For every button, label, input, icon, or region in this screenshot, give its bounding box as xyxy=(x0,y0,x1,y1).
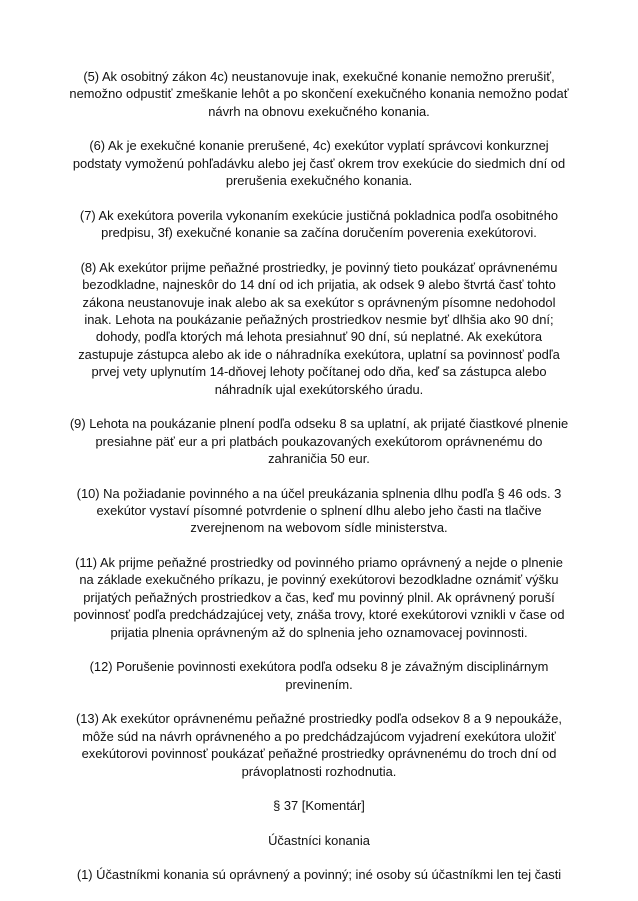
section-heading: § 37 [Komentár] xyxy=(273,798,365,814)
paragraph-11: (11) Ak prijme peňažné prostriedky od povinného priamo oprávnený a nejde o plnenie na základe exekučného príkazu, je povinný exekútorovi bezodkladne oznámiť výšku prijatých peňažných prostriedkov a čas, keď mu povinný plnil. Ak oprávnený poruší povinnosť podľa predchádzajúcej vety, znáša trovy, ktoré exekútorovi vznikli v čase od prijatia plnenia oprávneným až do splnenia jeho oznamovacej povinnosti. xyxy=(73,555,565,640)
paragraph-1-participants: (1) Účastníkmi konania sú oprávnený a povinný; iné osoby sú účastníkmi len tej časti xyxy=(76,867,562,883)
paragraph-9: (9) Lehota na poukázanie plnení podľa odseku 8 sa uplatní, ak prijaté čiastkové plnenie presiahne päť eur a pri platbách poukazovaných exekútorom oprávnenému do zahraničia 50 eur. xyxy=(69,416,569,467)
paragraph-12: (12) Porušenie povinnosti exekútora podľa odseku 8 je závažným disciplinárnym previnením. xyxy=(89,659,549,692)
paragraph-8: (8) Ak exekútor prijme peňažné prostriedky, je povinný tieto poukázať oprávnenému bezodkladne, najneskôr do 14 dní od ich prijatia, ak odsek 9 alebo štvrtá časť tohto zákona neustanovuje inak alebo ak sa exekútor s oprávneným písomne nedohodol inak. Lehota na poukázanie peňažných prostriedkov nesmie byť dlhšia ako 90 dní; dohody, podľa ktorých má lehota presiahnuť 90 dní, sú neplatné. Ak exekútora zastupuje zástupca alebo ak ide o náhradníka exekútora, uplatní sa povinnosť podľa prvej vety uplynutím 14-dňovej lehoty počítanej odo dňa, keď sa zástupca alebo náhradník ujal exekútorského úradu. xyxy=(78,259,560,397)
paragraph-6: (6) Ak je exekučné konanie prerušené, 4c) exekútor vyplatí správcovi konkurznej podstaty vymoženú pohľadávku alebo jej časť okrem trov exekúcie do siedmich dní od prerušenia exekučného konania. xyxy=(72,138,566,189)
paragraph-10: (10) Na požiadanie povinného a na účel preukázania splnenia dlhu podľa § 46 ods. 3 exekútor vystaví písomné potvrdenie o splnení dlhu alebo jeho časti na tlačive zverejnenom na webovom sídle ministerstva. xyxy=(76,485,562,536)
paragraph-5: (5) Ak osobitný zákon 4c) neustanovuje inak, exekučné konanie nemožno prerušiť, nemožno odpustiť zmeškanie lehôt a po skončení exekučného konania nemožno podať návrh na obnovu exekučného konania. xyxy=(69,69,569,119)
paragraph-13: (13) Ak exekútor oprávnenému peňažné prostriedky podľa odsekov 8 a 9 nepoukáže, môže súd na návrh oprávneného a po predchádzajúcom vyjadrení exekútora uložiť exekútorovi povinnosť poukázať peňažné prostriedky oprávnenému do troch dní od právoplatnosti rozhodnutia. xyxy=(75,711,563,779)
section-title: Účastníci konania xyxy=(268,832,370,848)
paragraph-7: (7) Ak exekútora poverila vykonaním exekúcie justičná pokladnica podľa osobitného predpisu, 3f) exekučné konanie sa začína doručením poverenia exekútorovi. xyxy=(79,207,559,241)
document-page xyxy=(68,68,570,901)
